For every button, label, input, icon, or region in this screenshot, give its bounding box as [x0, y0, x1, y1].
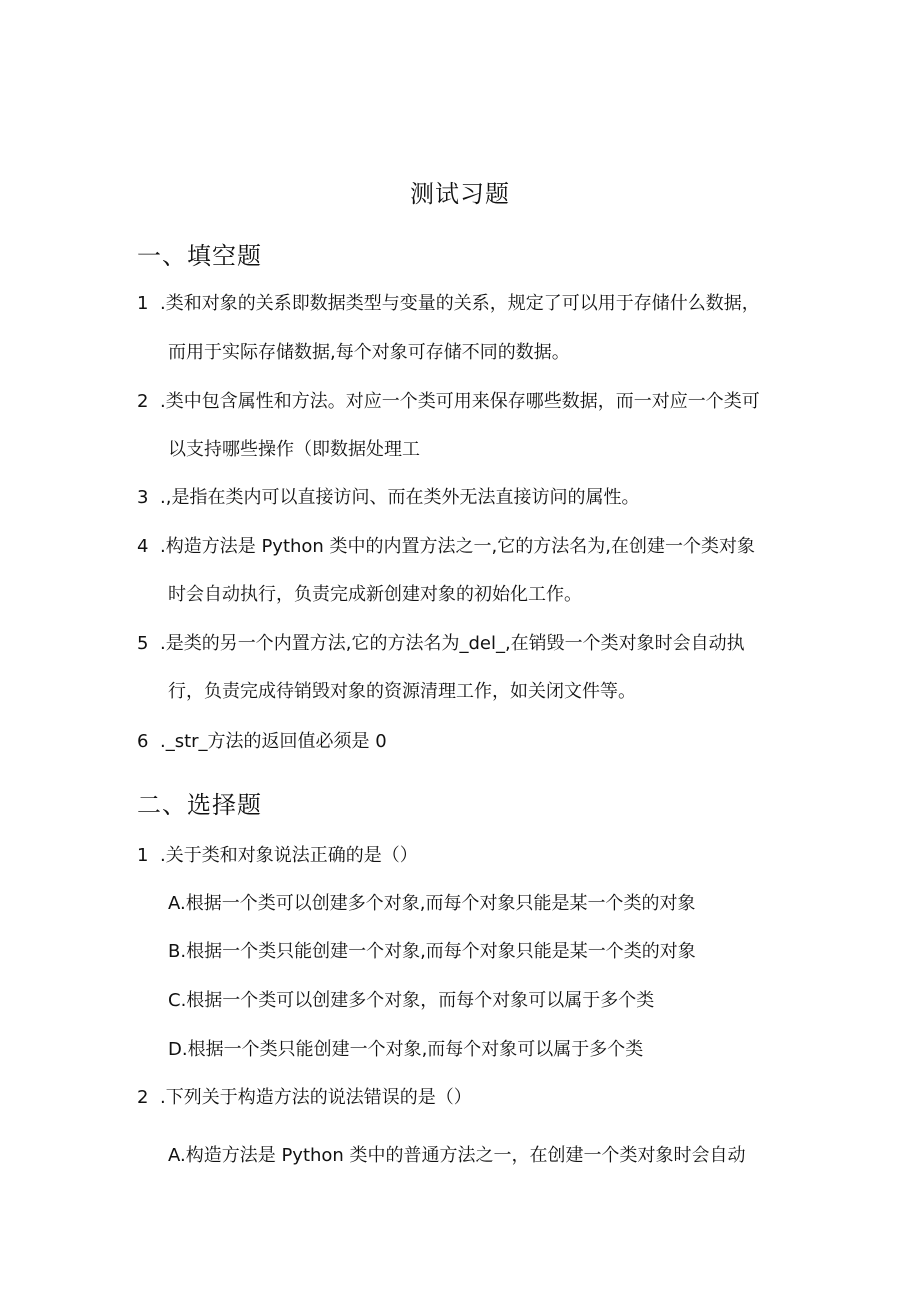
question-number: 5: [137, 633, 149, 654]
question-text-continued: 而用于实际存储数据,每个对象可存储不同的数据。: [168, 342, 570, 363]
question-text: .下列关于构造方法的说法错误的是（）: [160, 1087, 472, 1108]
option-d: D.根据一个类只能创建一个对象,而每个对象可以属于多个类: [168, 1039, 644, 1060]
question-text: ._str_方法的返回值必须是 0: [160, 731, 387, 752]
question-text: .,是指在类内可以直接访问、而在类外无法直接访问的属性。: [160, 487, 640, 508]
question-number: 2: [137, 1087, 149, 1108]
question-number: 4: [137, 536, 149, 557]
question-text: .关于类和对象说法正确的是（）: [160, 845, 418, 866]
question-text: .是类的另一个内置方法,它的方法名为_del_,在销毁一个类对象时会自动执: [160, 633, 745, 654]
question-number: 1: [137, 845, 149, 866]
question-text: .类中包含属性和方法。对应一个类可用来保存哪些数据，而一对应一个类可: [160, 391, 760, 412]
option-a: A.构造方法是 Python 类中的普通方法之一，在创建一个类对象时会自动: [168, 1145, 746, 1166]
question-text: .构造方法是 Python 类中的内置方法之一,它的方法名为,在创建一个类对象: [160, 536, 755, 557]
option-c: C.根据一个类可以创建多个对象，而每个对象可以属于多个类: [168, 990, 655, 1011]
question-text: .类和对象的关系即数据类型与变量的关系，规定了可以用于存储什么数据，: [160, 293, 760, 314]
question-number: 3: [137, 487, 149, 508]
option-b: B.根据一个类只能创建一个对象,而每个对象只能是某一个类的对象: [168, 941, 696, 962]
question-number: 6: [137, 731, 149, 752]
section-heading-fill-in: 一、填空题: [137, 242, 262, 270]
question-text-continued: 时会自动执行，负责完成新创建对象的初始化工作。: [168, 584, 582, 605]
section-heading-multiple-choice: 二、选择题: [137, 791, 262, 819]
question-number: 1: [137, 293, 149, 314]
option-a: A.根据一个类可以创建多个对象,而每个对象只能是某一个类的对象: [168, 893, 696, 914]
document-title: 测试习题: [410, 180, 510, 208]
question-text-continued: 行，负责完成待销毁对象的资源清理工作，如关闭文件等。: [168, 681, 636, 702]
question-text-continued: 以支持哪些操作（即数据处理工: [168, 439, 420, 460]
question-number: 2: [137, 391, 149, 412]
